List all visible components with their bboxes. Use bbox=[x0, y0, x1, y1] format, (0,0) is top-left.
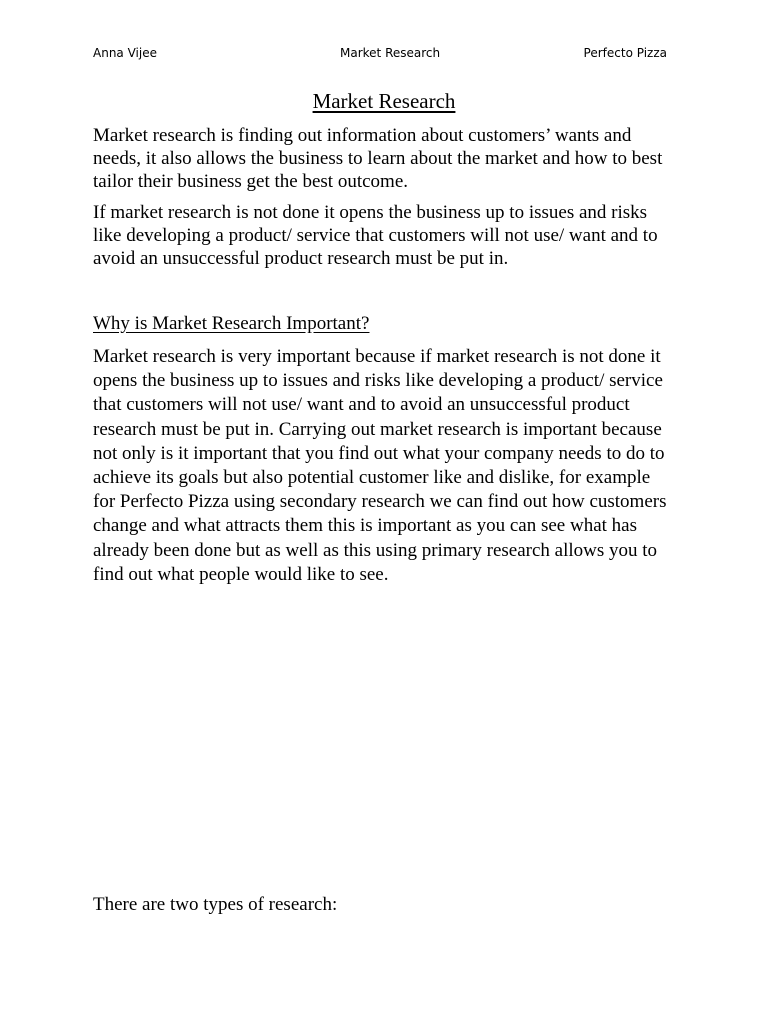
intro-paragraph-2: If market research is not done it opens the business up to issues and risks like developing a product/ service that customers will not use/ want and to avoid an unsuccessful product research must be put in. bbox=[93, 202, 658, 269]
section-paragraph: Market research is very important because if market research is not done it opens the business up to issues and risks like developing a product/ service that customers will not use/ want and to avoid an unsuccessful product research must be put in. Carrying out market research is important because not only is it important that you find out what your company needs to do to achieve its goals but also potential customer like and dislike, for example for Perfecto Pizza using secondary research we can find out how customers change and what attracts them this is important as you can see what has already been done but as well as this using primary research allows you to find out what people would like to see. bbox=[93, 346, 667, 585]
header-company: Perfecto Pizza bbox=[583, 46, 667, 60]
intro-paragraph-1: Market research is finding out information about customers’ wants and needs, it also allows the business to learn about the market and how to best tailor their business get the best outcome. bbox=[93, 125, 663, 192]
header-author: Anna Vijee bbox=[93, 46, 157, 60]
document-title: Market Research bbox=[312, 89, 456, 113]
header-subject: Market Research bbox=[340, 46, 441, 60]
research-types-line: There are two types of research: bbox=[93, 894, 338, 915]
section-heading: Why is Market Research Important? bbox=[93, 313, 370, 334]
page-header bbox=[93, 44, 667, 62]
